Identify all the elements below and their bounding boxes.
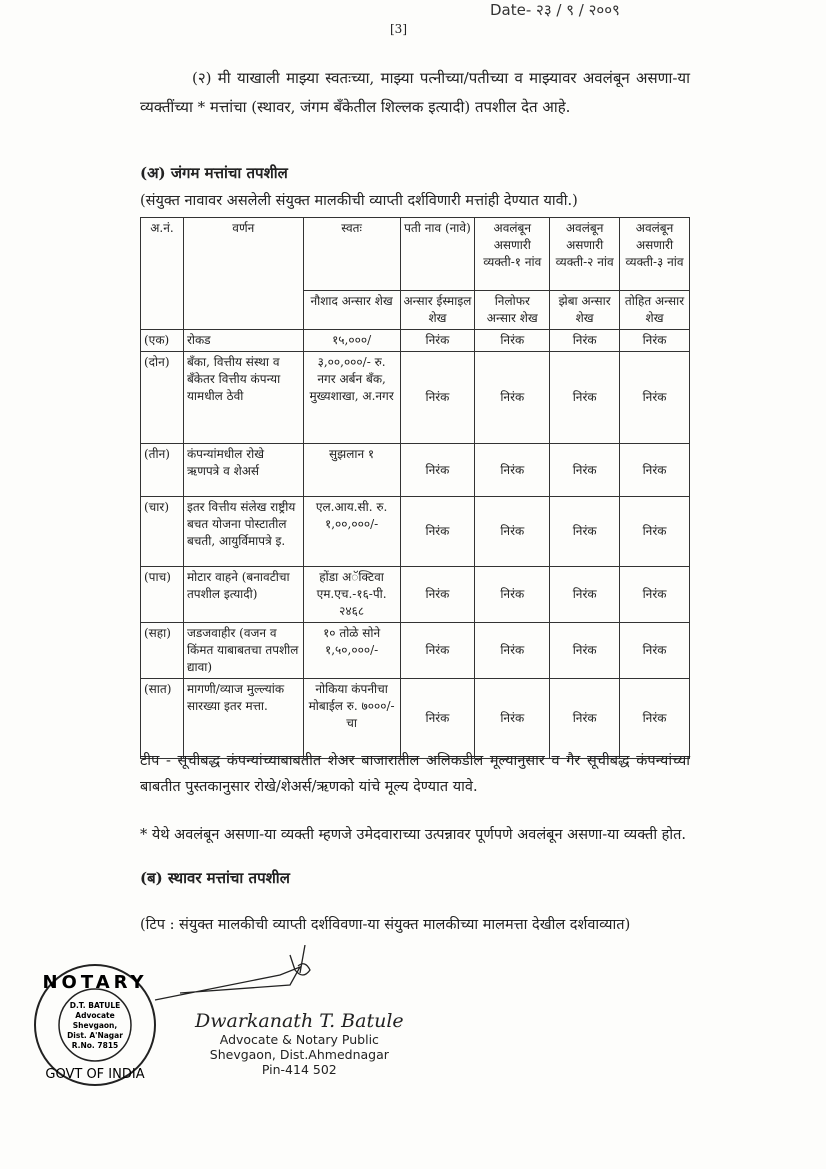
- row-number: (सहा): [141, 623, 184, 679]
- row-nil-value: निरंक: [550, 567, 620, 623]
- name-dep3: तोहित अन्सार शेख: [620, 291, 690, 330]
- row-self-value: १५,०००/: [303, 330, 400, 352]
- row-nil-value: निरंक: [400, 623, 475, 679]
- header-spouse: पती नाव (नावे): [400, 218, 475, 291]
- table-row: [141, 352, 690, 444]
- row-description: मागणी/व्याज मुल्ल्यांक सारख्या इतर मत्ता.: [183, 679, 303, 759]
- header-dep3: अवलंबून असणारी व्यक्ती-३ नांव: [620, 218, 690, 291]
- row-description: जडजवाहीर (वजन व किंमत याबाबतचा तपशील द्यावा): [183, 623, 303, 679]
- name-dep1: निलोफर अन्सार शेख: [475, 291, 550, 330]
- svg-text:NOTARY: NOTARY: [42, 972, 148, 993]
- name-dep2: झेबा अन्सार शेख: [550, 291, 620, 330]
- signature-scribble: [150, 945, 330, 1010]
- row-nil-value: निरंक: [475, 444, 550, 497]
- row-nil-value: निरंक: [620, 567, 690, 623]
- row-nil-value: निरंक: [550, 497, 620, 567]
- row-number: (चार): [141, 497, 184, 567]
- row-number: (दोन): [141, 352, 184, 444]
- row-nil-value: निरंक: [550, 330, 620, 352]
- row-number: (सात): [141, 679, 184, 759]
- svg-text:GOVT OF INDIA: GOVT OF INDIA: [45, 1067, 145, 1082]
- table-row: [141, 444, 690, 497]
- table-row: [141, 567, 690, 623]
- row-description: इतर वित्तीय संलेख राष्ट्रीय बचत योजना पोस्टातील बचती, आयुर्विमापत्रे इ.: [183, 497, 303, 567]
- section-b-title: (ब) स्थावर मत्तांचा तपशील: [140, 869, 290, 887]
- name-spouse: अन्सार ईस्माइल शेख: [400, 291, 475, 330]
- row-nil-value: निरंक: [475, 623, 550, 679]
- notary-title: Advocate & Notary Public: [219, 1032, 379, 1047]
- row-description: मोटार वाहने (बनावटीचा तपशील इत्यादी): [183, 567, 303, 623]
- intro-paragraph: [140, 64, 690, 122]
- section-b-note: (टिप : संयुक्त मालकीची व्याप्ती दर्शविवणा-या संयुक्त मालकीच्या मालमत्ता देखील दर्शवाव्यात): [140, 917, 631, 933]
- row-self-value: ३,००,०००/- रु. नगर अर्बन बँक, मुख्यशाखा, अ.नगर: [303, 352, 400, 444]
- row-nil-value: निरंक: [400, 330, 475, 352]
- movable-assets-table: [140, 217, 690, 759]
- row-nil-value: निरंक: [475, 330, 550, 352]
- name-self: नौशाद अन्सार शेख: [303, 291, 400, 330]
- svg-text:D.T. BATULE: D.T. BATULE: [69, 1001, 121, 1010]
- section-a-title: (अ) जंगम मत्तांचा तपशील: [140, 164, 288, 182]
- row-nil-value: निरंक: [400, 567, 475, 623]
- svg-text:Shevgaon,: Shevgaon,: [72, 1021, 118, 1030]
- section-a-subtitle: (संयुक्त नावावर असलेली संयुक्त मालकीची व्याप्ती दर्शविणारी मत्तांही देण्यात यावी.): [140, 193, 578, 209]
- row-nil-value: निरंक: [400, 679, 475, 759]
- svg-text:Dist. A'Nagar: Dist. A'Nagar: [67, 1031, 123, 1040]
- row-nil-value: निरंक: [400, 352, 475, 444]
- row-self-value: नोकिया कंपनीचा मोबाईल रु. ७०००/- चा: [303, 679, 400, 759]
- table-row: [141, 679, 690, 759]
- row-nil-value: निरंक: [620, 497, 690, 567]
- row-number: (पाच): [141, 567, 184, 623]
- notary-signature-block: [195, 1010, 404, 1077]
- row-nil-value: निरंक: [620, 623, 690, 679]
- row-nil-value: निरंक: [400, 444, 475, 497]
- row-nil-value: निरंक: [620, 352, 690, 444]
- notary-name: Dwarkanath T. Batule: [195, 1010, 404, 1032]
- row-nil-value: निरंक: [550, 623, 620, 679]
- header-dep1: अवलंबून असणारी व्यक्ती-१ नांव: [475, 218, 550, 291]
- row-nil-value: निरंक: [475, 352, 550, 444]
- row-nil-value: निरंक: [400, 497, 475, 567]
- page-number: [3]: [390, 22, 407, 36]
- table-row: [141, 330, 690, 352]
- intro-text: (२) मी याखाली माझ्या स्वतःच्या, माझ्या पत्नीच्या/पतीच्या व माझ्यावर अवलंबून असणा-या व्यक्तींच्या * मत्तांचा (स्थावर, जंगम बँकेतील शिल्लक इत्यादी) तपशील देत आहे.: [140, 69, 690, 116]
- row-number: (एक): [141, 330, 184, 352]
- note-dependents: * येथे अवलंबून असणा-या व्यक्ती म्हणजे उमेदवाराच्या उत्पन्नावर पूर्णपणे अवलंबून असणा-या व्यक्ती होत.: [140, 827, 687, 843]
- handwritten-date: Date- २३ / ९ / २००९: [490, 1, 620, 19]
- header-no: अ.नं.: [141, 218, 184, 330]
- row-self-value: एल.आय.सी. रु. १,००,०००/-: [303, 497, 400, 567]
- row-self-value: १० तोळे सोने १,५०,०००/-: [303, 623, 400, 679]
- row-nil-value: निरंक: [620, 444, 690, 497]
- row-self-value: होंडा अॅक्टिवा एम.एच.-१६-पी. २४६८: [303, 567, 400, 623]
- row-nil-value: निरंक: [550, 444, 620, 497]
- row-description: रोकड: [183, 330, 303, 352]
- row-description: बँका, वित्तीय संस्था व बँकेतर वित्तीय कंपन्या यामधील ठेवी: [183, 352, 303, 444]
- header-self: स्वतः: [303, 218, 400, 291]
- svg-text:Advocate: Advocate: [75, 1011, 115, 1020]
- table-row: [141, 623, 690, 679]
- row-nil-value: निरंक: [550, 352, 620, 444]
- row-nil-value: निरंक: [475, 679, 550, 759]
- row-nil-value: निरंक: [620, 330, 690, 352]
- table-row: [141, 497, 690, 567]
- row-description: कंपन्यांमधील रोखे ऋणपत्रे व शेअर्स: [183, 444, 303, 497]
- row-number: (तीन): [141, 444, 184, 497]
- row-self-value: सुझलान १: [303, 444, 400, 497]
- header-dep2: अवलंबून असणारी व्यक्ती-२ नांव: [550, 218, 620, 291]
- svg-text:R.No. 7815: R.No. 7815: [71, 1041, 119, 1050]
- notary-address: Shevgaon, Dist.Ahmednagar: [209, 1047, 389, 1062]
- note-listed-companies: टीप - सूचीबद्ध कंपन्यांच्याबाबतीत शेअर बाजारातील अलिकडील मूल्यानुसार व गैर सूचीबद्ध कंपन्यांच्या बाबतीत पुस्तकानुसार रोखे/शेअर्स/ऋणको यांचे मूल्य देण्यात यावे.: [140, 753, 690, 795]
- row-nil-value: निरंक: [475, 497, 550, 567]
- notary-stamp: [30, 960, 160, 1090]
- row-nil-value: निरंक: [620, 679, 690, 759]
- row-nil-value: निरंक: [550, 679, 620, 759]
- row-nil-value: निरंक: [475, 567, 550, 623]
- notary-pin: Pin-414 502: [261, 1062, 337, 1077]
- header-desc: वर्णन: [183, 218, 303, 330]
